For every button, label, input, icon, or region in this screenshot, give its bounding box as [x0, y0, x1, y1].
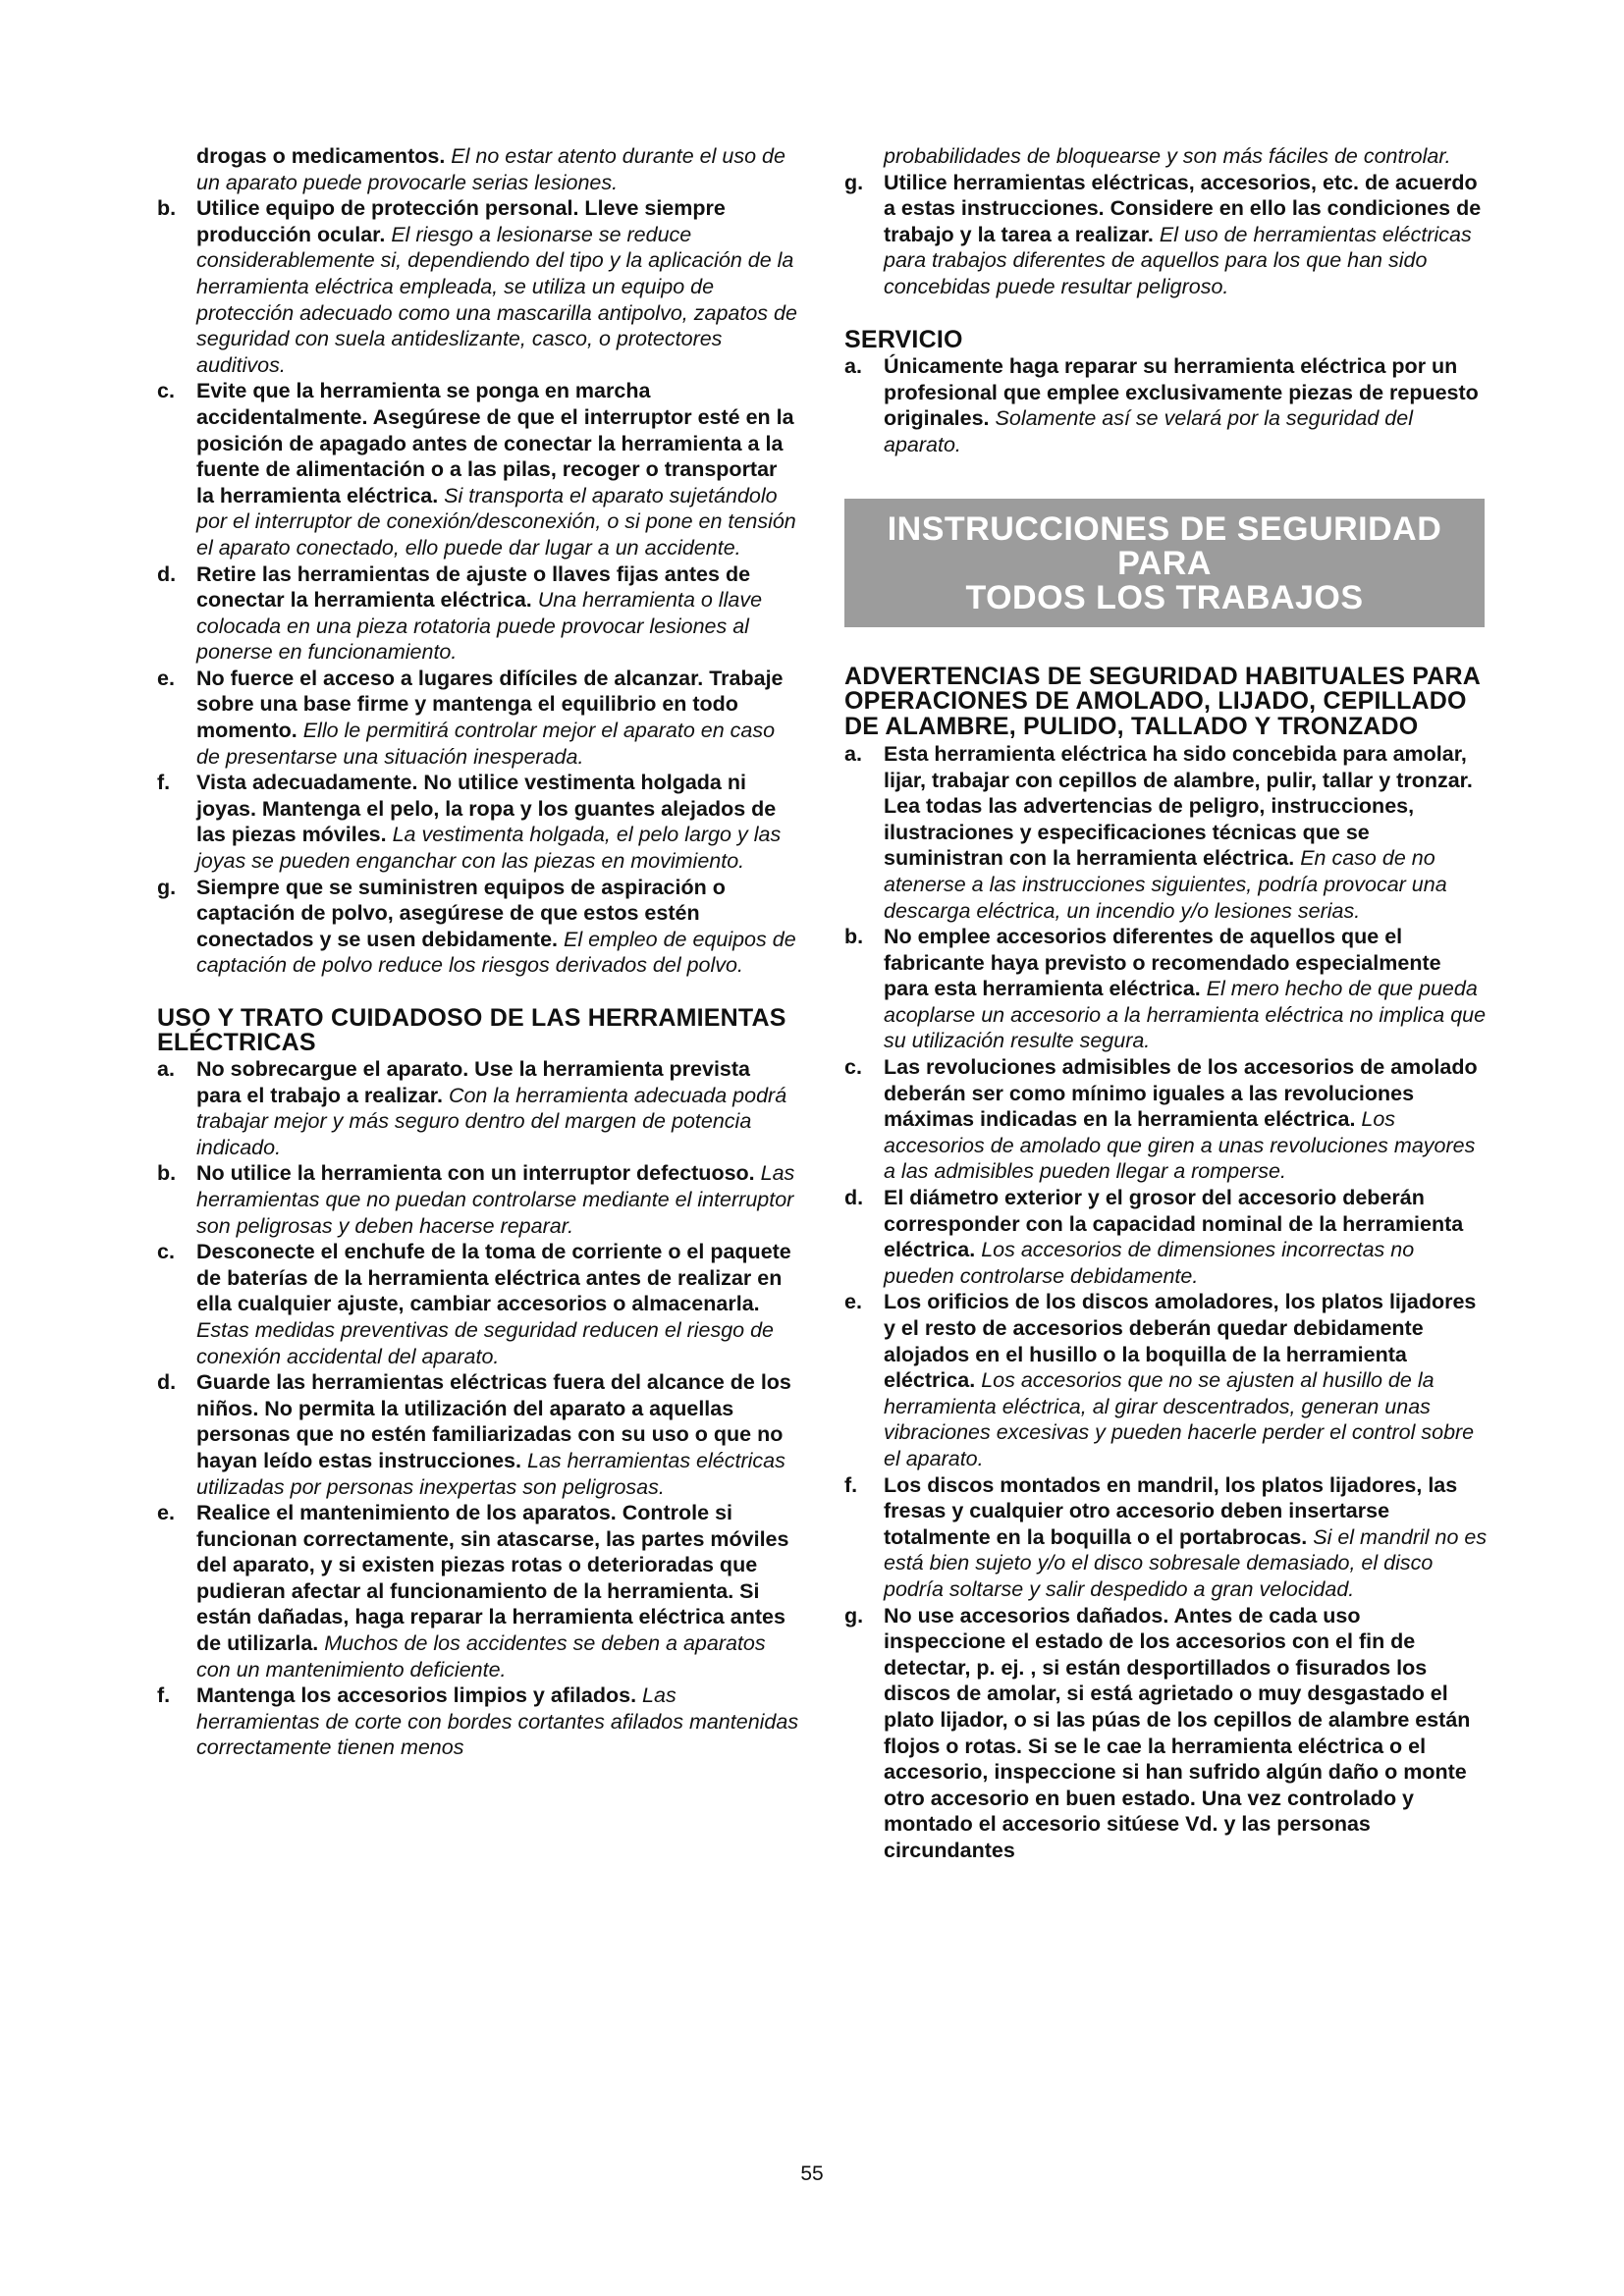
item-italic-text: En caso de no atenerse a las instrucciones siguientes, podría provocar una descarga eléctrica, un incendio y/o lesiones serias.: [884, 846, 1447, 923]
item-letter: b.: [157, 1161, 177, 1186]
item-italic-text: Los accesorios de amolado que giren a unas revoluciones mayores a las admisibles pueden llegar a romperse.: [884, 1107, 1476, 1184]
right-item: [844, 1054, 1488, 1185]
item-letter: e.: [844, 1290, 862, 1314]
right-column: [844, 143, 1488, 1863]
item-bold-text: No sobrecargue el aparato. Use la herramienta prevista para el trabajo a realizar.: [196, 1057, 751, 1107]
right-item: [844, 1185, 1488, 1289]
item-italic-text: Las herramientas eléctricas utilizadas por personas inexpertas son peligrosas.: [196, 1448, 785, 1499]
left-b-item: [157, 1500, 800, 1682]
left-intro-italic: El no estar atento durante el uso de un aparato puede provocarle serias lesiones.: [196, 144, 785, 194]
item-letter: g.: [844, 170, 864, 194]
item-bold-text: Guarde las herramientas eléctricas fuera del alcance de los niños. No permita la utilización del aparato a aquellas personas que no estén familiarizadas con su uso o que no hayan leído estas instrucciones.: [196, 1370, 791, 1472]
item-letter: e.: [157, 666, 175, 690]
right-item: [844, 741, 1488, 924]
item-bold-text: Retire las herramientas de ajuste o llaves fijas antes de conectar la herramienta eléctrica.: [196, 561, 751, 613]
item-italic-text: Las herramientas que no puedan controlarse mediante el interruptor son peligrosas y deben hacerse reparar.: [196, 1161, 795, 1238]
safety-banner: [844, 499, 1485, 627]
item-italic-text: El mero hecho de que pueda acoplarse un accesorio a la herramienta eléctrica no implica que su utilización resulte segura.: [884, 977, 1487, 1053]
left-b-item: [157, 1239, 800, 1369]
item-bold-text: Los discos montados en mandril, los platos lijadores, las fresas y cualquier otro accesorio deben insertarse totalmente en la boquilla o el portabrocas.: [884, 1472, 1458, 1549]
right-item: [844, 1289, 1488, 1471]
right-g-item: [844, 170, 1488, 300]
item-letter: c.: [157, 379, 175, 403]
section-title-alambre: DE ALAMBRE, PULIDO, TALLADO Y TRONZADO: [844, 713, 1419, 741]
left-a-item: [157, 195, 800, 378]
servicio-item: [844, 353, 1488, 457]
left-b-item: [157, 1682, 800, 1761]
section-title-advertencias: ADVERTENCIAS DE SEGURIDAD HABITUALES PARA OPERACIONES DE AMOLADO, LIJADO, CEPILLADO: [844, 663, 1481, 715]
left-a-item: [157, 378, 800, 561]
right-item: [844, 1472, 1488, 1603]
item-italic-text: Las herramientas de corte con bordes cortantes afilados mantenidas correctamente tienen menos: [196, 1683, 799, 1760]
item-bold-text: Realice el mantenimiento de los aparatos. Controle si funcionan correctamente, sin atascarse, las partes móviles del aparato, y si existen piezas rotas o deterioradas que pudieran afectar al funcionamiento de la herramienta. Si están dañadas, haga reparar la herramienta eléctrica antes de utilizarla.: [196, 1501, 789, 1656]
item-bold-text: No use accesorios dañados. Antes de cada uso inspeccione el estado de los accesorios con el fin de detectar, p. ej. , si están desportillados o fisurados los discos de amolar, si está agrietado o muy desgastado el plato lijador, o si las púas de los cepillos de alambre están flojos o rotas. Si se le cae la herramienta eléctrica o el accesorio, inspeccione si han sufrido algún daño o monte otro accesorio en buen estado. Una vez controlado y montado el accesorio sitúese Vd. y las personas circundantes: [884, 1603, 1471, 1862]
left-intro-paragraph: [157, 143, 800, 195]
left-b-item: [157, 1160, 800, 1239]
item-bold-text: No emplee accesorios diferentes de aquellos que el fabricante haya previsto o recomendado especialmente para esta herramienta eléctrica.: [884, 925, 1441, 1001]
item-italic-text: Una herramienta o llave colocada en una pieza rotatoria puede provocar lesiones al ponerse en funcionamiento.: [196, 588, 763, 665]
right-item: [844, 924, 1488, 1054]
item-italic-text: Muchos de los accidentes se deben a aparatos con un mantenimiento deficiente.: [196, 1631, 766, 1682]
item-letter: b.: [157, 196, 177, 221]
left-b-item: [157, 1056, 800, 1160]
item-letter: f.: [157, 1683, 171, 1708]
item-letter: a.: [844, 741, 862, 766]
item-letter: e.: [157, 1501, 175, 1525]
left-items-list-a: [157, 195, 800, 979]
item-italic-text: El uso de herramientas eléctricas para trabajos diferentes de aquellos para los que han sido concebidas puede resultar peligroso.: [884, 222, 1472, 298]
item-italic-text: Si transporta el aparato sujetándolo por el interruptor de conexión/desconexión, o si pone en tensión el aparato conectado, ello puede dar lugar a un accidente.: [196, 483, 796, 560]
item-italic-text: Solamente así se velará por la seguridad del aparato.: [884, 406, 1413, 456]
page-number: 55: [800, 2163, 824, 2185]
item-bold-text: Mantenga los accesorios limpios y afilados.: [196, 1683, 637, 1708]
right-items-list: [844, 741, 1488, 1864]
item-letter: d.: [157, 1370, 177, 1395]
section-title-uso: USO Y TRATO CUIDADOSO DE LAS HERRAMIENTAS ELÉCTRICAS: [157, 1004, 786, 1056]
left-intro-bold: drogas o medicamentos.: [196, 144, 446, 168]
item-italic-text: Si el mandril no es está bien sujeto y/o el disco sobresale demasiado, el disco podría soltarse y salir despedido a gran velocidad.: [884, 1524, 1488, 1601]
right-intro-paragraph: [844, 143, 1488, 170]
item-letter: f.: [157, 771, 171, 795]
item-letter: d.: [157, 561, 177, 586]
item-bold-text: Esta herramienta eléctrica ha sido concebida para amolar, lijar, trabajar con cepillos de alambre, pulir, tallar y tronzar. Lea todas las advertencias de peligro, instrucciones, ilustraciones y especificaciones técnicas que se suministran con la herramienta eléctrica.: [884, 741, 1473, 871]
item-bold-text: El diámetro exterior y el grosor del accesorio deberán corresponder con la capacidad nominal de la herramienta eléctrica.: [884, 1186, 1464, 1262]
item-italic-text: Los accesorios que no se ajusten al husillo de la herramienta eléctrica, al girar descentrados, generan unas vibraciones excesivas y pueden hacerle perder el control sobre el aparato.: [884, 1368, 1475, 1470]
section-title-servicio: SERVICIO: [844, 325, 963, 353]
item-bold-text: Desconecte el enchufe de la toma de corriente o el paquete de baterías de la herramienta eléctrica antes de realizar en ella cualquier ajuste, cambiar accesorios o almacenarla.: [196, 1240, 791, 1316]
item-bold-text: No fuerce el acceso a lugares difíciles de alcanzar. Trabaje sobre una base firme y mantenga el equilibrio en todo momento.: [196, 666, 784, 743]
item-letter: a.: [157, 1057, 175, 1081]
item-italic-text: Los accesorios de dimensiones incorrectas no pueden controlarse debidamente.: [884, 1238, 1415, 1288]
item-letter: f.: [844, 1472, 858, 1497]
item-bold-text: Vista adecuadamente. No utilice vestimenta holgada ni joyas. Mantenga el pelo, la ropa y los guantes alejados de las piezas móviles.: [196, 771, 777, 847]
item-letter: g.: [844, 1603, 864, 1628]
item-letter: c.: [844, 1055, 862, 1080]
right-item-g-list: [844, 170, 1488, 300]
item-bold-text: Evite que la herramienta se ponga en marcha accidentalmente. Asegúrese de que el interruptor esté en la posición de apagado antes de conectar la herramienta a la fuente de alimentación o a las pilas, recoger o transportar la herramienta eléctrica.: [196, 379, 794, 507]
servicio-items-list: [844, 353, 1488, 457]
right-intro-italic: probabilidades de bloquearse y son más fáciles de controlar.: [884, 144, 1451, 168]
left-b-item: [157, 1369, 800, 1500]
item-bold-text: Siempre que se suministren equipos de aspiración o captación de polvo, asegúrese de que estos estén conectados y se usen debidamente.: [196, 875, 726, 951]
banner-line-2: TODOS LOS TRABAJOS: [965, 579, 1364, 617]
left-a-item: [157, 666, 800, 770]
item-bold-text: Las revoluciones admisibles de los accesorios de amolado deberán ser como mínimo iguales a las revoluciones máximas indicadas en la herramienta eléctrica.: [884, 1055, 1478, 1132]
item-letter: d.: [844, 1186, 864, 1210]
item-italic-text: Con la herramienta adecuada podrá trabajar mejor y más seguro dentro del margen de potencia indicado.: [196, 1083, 787, 1159]
item-italic-text: La vestimenta holgada, el pelo largo y las joyas se pueden enganchar con las piezas en movimiento.: [196, 823, 782, 874]
left-items-list-b: [157, 1056, 800, 1761]
item-letter: b.: [844, 925, 864, 949]
item-italic-text: El riesgo a lesionarse se reduce considerablemente si, dependiendo del tipo y la aplicación de la herramienta eléctrica empleada, se utiliza un equipo de protección adecuado como una mascarilla antipolvo, zapatos de seguridad con suela antideslizante, casco, o protectores auditivos.: [196, 222, 797, 377]
item-bold-text: Utilice herramientas eléctricas, accesorios, etc. de acuerdo a estas instrucciones. Considere en ello las condiciones de trabajo y la tarea a realizar.: [884, 170, 1482, 246]
item-bold-text: No utilice la herramienta con un interruptor defectuoso.: [196, 1161, 755, 1186]
item-bold-text: Únicamente haga reparar su herramienta eléctrica por un profesional que emplee exclusivamente piezas de repuesto originales.: [884, 354, 1479, 431]
item-letter: g.: [157, 875, 177, 899]
item-bold-text: Los orificios de los discos amoladores, los platos lijadores y el resto de accesorios deberán quedar debidamente alojados en el husillo o la boquilla de la herramienta eléctrica.: [884, 1290, 1477, 1393]
item-italic-text: Estas medidas preventivas de seguridad reducen el riesgo de conexión accidental del aparato.: [196, 1317, 775, 1368]
left-a-item: [157, 770, 800, 874]
item-italic-text: El empleo de equipos de captación de polvo reduce los riesgos derivados del polvo.: [196, 927, 796, 978]
item-bold-text: Utilice equipo de protección personal. Lleve siempre producción ocular.: [196, 196, 726, 246]
left-a-item: [157, 875, 800, 979]
item-letter: a.: [844, 354, 862, 379]
item-letter: c.: [157, 1240, 175, 1264]
banner-line-1: INSTRUCCIONES DE SEGURIDAD PARA: [887, 510, 1442, 583]
right-item: [844, 1603, 1488, 1864]
left-a-item: [157, 561, 800, 666]
left-column: [157, 143, 800, 1761]
item-italic-text: Ello le permitirá controlar mejor el aparato en caso de presentarse una situación inesperada.: [196, 719, 776, 769]
